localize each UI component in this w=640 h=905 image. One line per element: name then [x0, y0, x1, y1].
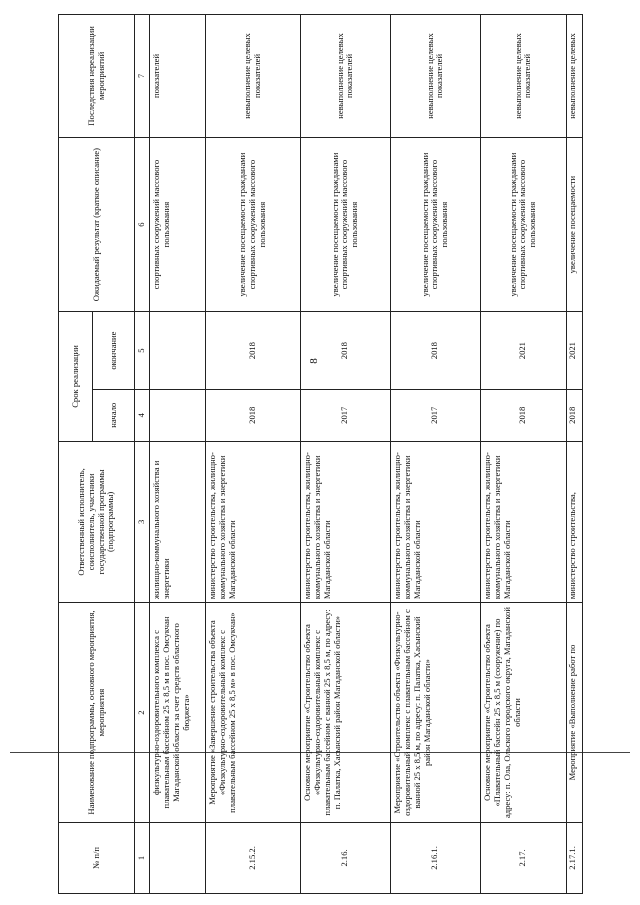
header-end: окончание	[93, 312, 135, 390]
row-start: 2018	[566, 389, 582, 441]
row-name: Мероприятие «Завершение строительства объекта «Физкультурно-оздоровительный комплекс с плавательным бассейном 25 х 8,5 м» в пос. Омсукчан»	[205, 603, 300, 823]
row-result: увеличение посещаемости	[566, 137, 582, 312]
row-result: увеличение посещаемости гражданами спортивных сооружений массового пользования	[480, 137, 566, 312]
row-consequence: невыполнение целевых показателей	[300, 15, 390, 138]
table-row	[480, 15, 566, 894]
row-executor: министерство строительства, жилищно-коммунального хозяйства и энергетики Магаданской области	[205, 441, 300, 603]
row-consequence: показателей	[149, 15, 205, 138]
table-row	[149, 15, 205, 894]
row-start	[149, 389, 205, 441]
table-row	[205, 15, 300, 894]
row-num	[149, 822, 205, 893]
row-result: увеличение посещаемости гражданами спортивных сооружений массового пользования	[205, 137, 300, 312]
row-end: 2018	[205, 312, 300, 390]
col-number: 7	[135, 15, 150, 138]
header-name: Наименование подпрограммы, основного мероприятия, мероприятия	[59, 603, 135, 823]
row-end	[149, 312, 205, 390]
header-consequence: Последствия нереализации мероприятий	[59, 15, 135, 138]
rotated-page	[58, 14, 577, 894]
table-row	[390, 15, 480, 894]
header-num: № п/п	[59, 822, 135, 893]
row-result: спортивных сооружений массового пользования	[149, 137, 205, 312]
row-result: увеличение посещаемости гражданами спортивных сооружений массового пользования	[390, 137, 480, 312]
row-executor: министерство строительства, жилищно-коммунального хозяйства и энергетики Магаданской области	[480, 441, 566, 603]
table-row	[566, 15, 582, 894]
col-number: 6	[135, 137, 150, 312]
row-consequence: невыполнение целевых показателей	[480, 15, 566, 138]
header-term: Срок реализации	[59, 312, 93, 441]
col-number: 3	[135, 441, 150, 603]
row-start: 2018	[205, 389, 300, 441]
row-name: Мероприятие «Строительство объекта «Физкультурно-оздоровительный комплекс с плавательным бассейном с ванной 25 х 8,5 м, по адресу: п. Палатка, Хасынский район Магаданской области»	[390, 603, 480, 823]
row-executor: министерство строительства, жилищно-коммунального хозяйства и энергетики Магаданской области	[300, 441, 390, 603]
program-table	[58, 14, 583, 894]
row-end: 2021	[566, 312, 582, 390]
row-num: 2.15.2.	[205, 822, 300, 893]
row-name: Основное мероприятие «Строительство объекта «Плавательный бассейн 25 х 8,5 м (сооружение) по адресу: п. Ола, Ольского городского округа, Магаданской области	[480, 603, 566, 823]
row-consequence: невыполнение целевых	[566, 15, 582, 138]
col-number: 4	[135, 389, 150, 441]
row-name: физкультурно-оздоровительного комплекса с плавательным бассейном 25 х 8,5 м в пос. Омсукчан Магаданской области за счет средств областного бюджета»	[149, 603, 205, 823]
row-end: 2021	[480, 312, 566, 390]
row-num: 2.17.1.	[566, 822, 582, 893]
row-consequence: невыполнение целевых показателей	[205, 15, 300, 138]
row-executor: жилищно-коммунального хозяйства и энергетики	[149, 441, 205, 603]
header-start: начало	[93, 389, 135, 441]
col-number: 5	[135, 312, 150, 390]
row-start: 2018	[480, 389, 566, 441]
row-result: увеличение посещаемости гражданами спортивных сооружений массового пользования	[300, 137, 390, 312]
table-row	[300, 15, 390, 894]
row-start: 2017	[390, 389, 480, 441]
col-number: 1	[135, 822, 150, 893]
row-end: 2018	[300, 312, 390, 390]
row-num: 2.17.	[480, 822, 566, 893]
row-end: 2018	[390, 312, 480, 390]
col-number: 2	[135, 603, 150, 823]
row-executor: министерство строительства, жилищно-коммунального хозяйства и энергетики Магаданской области	[390, 441, 480, 603]
row-name: Мероприятие «Выполнение работ по	[566, 603, 582, 823]
header-result: Ожидаемый результат (краткое описание)	[59, 137, 135, 312]
row-name: Основное мероприятие «Строительство объекта «Физкультурно-оздоровительный комплекс с плавательным бассейном с ванной 25 х 8,5 м, по адресу: п. Палатка, Хасынский район Магаданской области»	[300, 603, 390, 823]
row-num: 2.16.1.	[390, 822, 480, 893]
row-executor: министерство строительства,	[566, 441, 582, 603]
row-consequence: невыполнение целевых показателей	[390, 15, 480, 138]
header-executor: Ответственный исполнитель, соисполнитель, участники государственной программы (подпрограммы)	[59, 441, 135, 603]
row-num: 2.16.	[300, 822, 390, 893]
row-start: 2017	[300, 389, 390, 441]
page-number: 8	[307, 358, 320, 364]
